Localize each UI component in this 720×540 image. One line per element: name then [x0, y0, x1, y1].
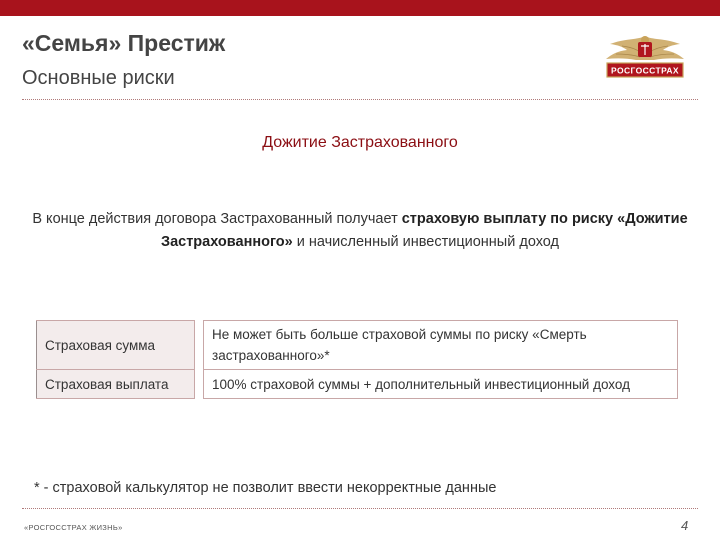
eagle-emblem-icon	[606, 36, 684, 60]
intro-bold-text: страховую выплату по риску «Дожитие Застрахованного»	[160, 211, 688, 250]
slide-subtitle: Основные риски	[22, 67, 175, 89]
logo-text: РОСГОССТРАХ	[610, 65, 680, 76]
intro-text-part2: и начисленный инвестиционный доход	[292, 234, 560, 250]
footnote: * - страховой калькулятор не позволит ввести некорректные данные	[34, 480, 497, 496]
column-gap	[195, 321, 204, 370]
footer-company-name: «РОСГОССТРАХ ЖИЗНЬ»	[24, 523, 123, 532]
rosgosstrakh-logo	[596, 30, 694, 82]
table-row	[37, 321, 678, 370]
row-label: Страховая выплата	[37, 370, 195, 399]
risk-table	[36, 320, 678, 399]
section-heading: Дожитие Застрахованного	[262, 134, 458, 151]
column-gap	[195, 370, 204, 399]
footer-divider	[22, 508, 698, 509]
page-number: 4	[681, 518, 689, 533]
top-brand-bar	[0, 0, 720, 16]
header-divider	[22, 99, 698, 100]
table-row	[37, 370, 678, 399]
slide-title: «Семья» Престиж	[22, 30, 226, 56]
intro-paragraph	[30, 208, 690, 254]
row-label: Страховая сумма	[37, 321, 195, 370]
row-value: 100% страховой суммы + дополнительный инвестиционный доход	[204, 370, 678, 399]
row-value: Не может быть больше страховой суммы по риску «Смерть застрахованного»*	[204, 321, 678, 370]
intro-text-part1: В конце действия договора Застрахованный получает	[32, 211, 402, 227]
